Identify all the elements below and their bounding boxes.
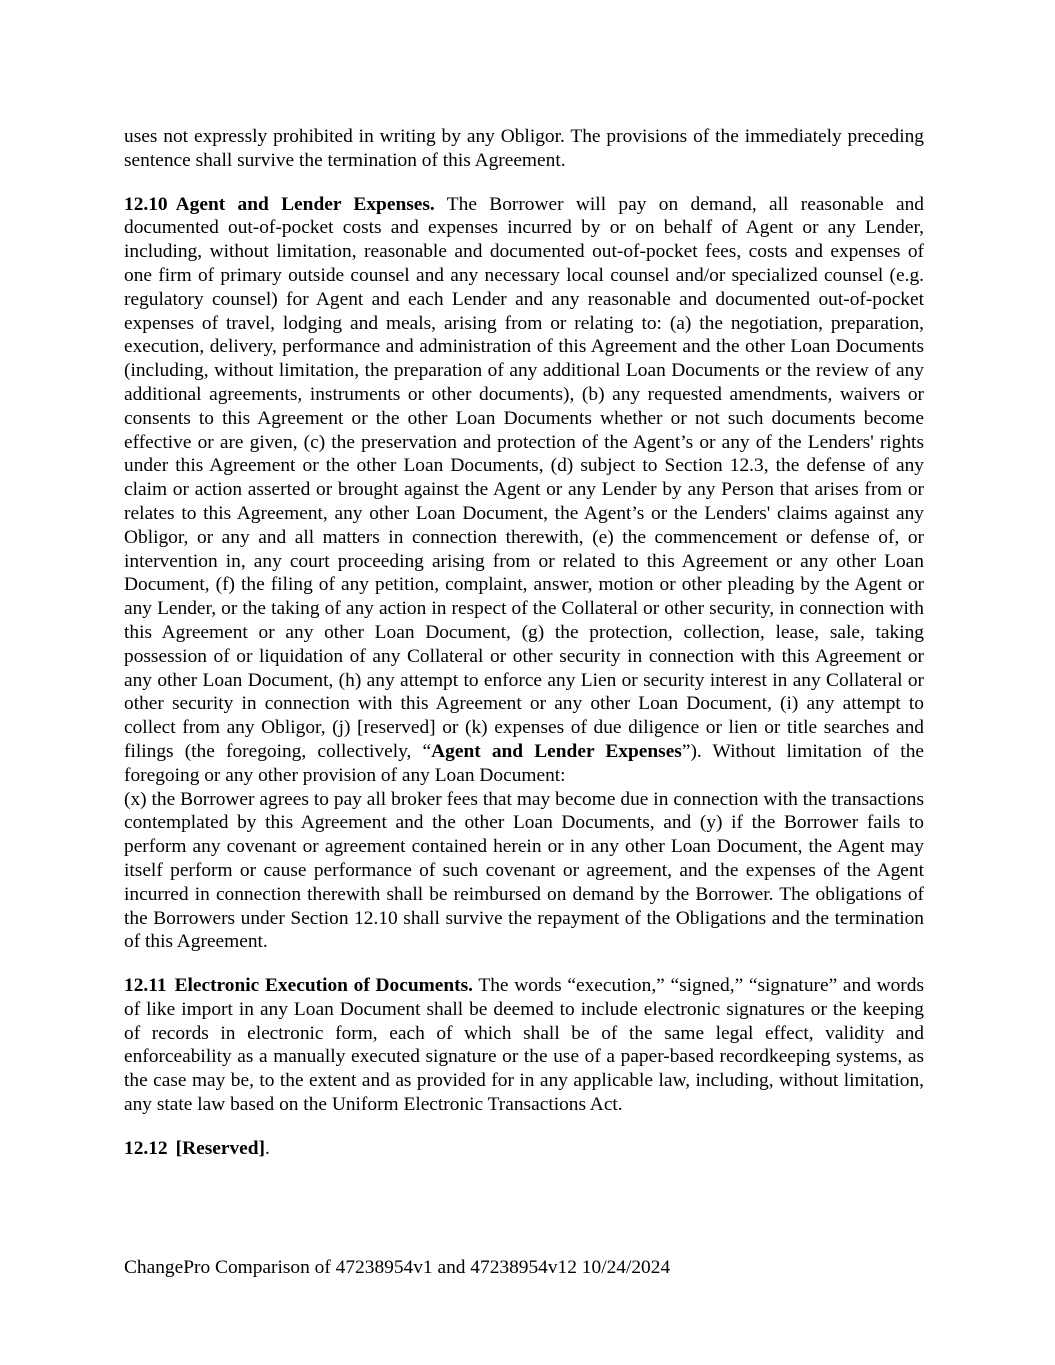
paragraph-gap [124,173,924,193]
section-12-10-continued [124,788,924,955]
footer-text: ChangePro Comparison of 47238954v1 and 47238954v12 10/24/2024 [124,1257,671,1278]
document-page [124,125,924,1161]
section-body: (x) the Borrower agrees to pay all broker fees that may become due in connection with the transactions contemplated by this Agreement and the other Loan Documents, and (y) if the Borrower fails to perform any covenant or agreement contained herein or in any other Loan Document, the Agent may itself perform or cause performance of such covenant or agreement, and the expenses of the Agent incurred in connection therewith shall be reimbursed on demand by the Borrower. The obligations of the Borrowers under Section 12.10 shall survive the repayment of the Obligations and the termination of this Agreement. [124,788,924,953]
section-body: The words “execution,” “signed,” “signature” and words of like import in any Loan Document shall be deemed to include electronic signatures or the keeping of records in electronic form, each of which shall be of the same legal effect, validity and enforceability as a manually executed signature or the use of a paper-based recordkeeping systems, as the case may be, to the extent and as provided for in any applicable law, including, without limitation, any state law based on the Uniform Electronic Transactions Act. [124,975,924,1116]
section-heading: Agent and Lender Expenses. [175,193,435,215]
paragraph-gap [124,1117,924,1137]
section-12-11 [124,974,924,1117]
section-number: 12.11 [124,975,167,997]
continuation-text: uses not expressly prohibited in writing by any Obligor. The provisions of the immediately preceding sentence shall survive the termination of this Agreement. [124,126,924,171]
section-body: The Borrower will pay on demand, all reasonable and documented out-of-pocket costs and expenses incurred by or on behalf of Agent or any Lender, including, without limitation, reasonable and documented out-of-pocket fees, costs and expenses of one firm of primary outside counsel and any necessary local counsel and/or specialized counsel (e.g. regulatory counsel) for Agent and each Lender and any reasonable and documented out-of-pocket expenses of travel, lodging and meals, arising from or relating to: (a) the negotiation, preparation, execution, delivery, performance and administration of this Agreement and the other Loan Documents (including, without limitation, the preparation of any additional Loan Documents or the review of any additional agreements, instruments or other documents), (b) any requested amendments, waivers or consents to this Agreement or the other Loan Documents whether or not such documents become effective or are given, (c) the preservation and protection of the Agent’s or any of the Lenders' rights under this Agreement or the other Loan Documents, (d) subject to Section 12.3, the defense of any claim or action asserted or brought against the Agent or any Lender by any Person that arises from or relates to this Agreement, any other Loan Document, the Agent’s or the Lenders' claims against any Obligor, or any and all matters in connection therewith, (e) the commencement or defense of, or intervention in, any court proceeding arising from or related to this Agreement or any other Loan Document, (f) the filing of any petition, complaint, answer, motion or other pleading by the Agent or any Lender, or the taking of any action in respect of the Collateral or other security, in connection with this Agreement or any other Loan Document, (g) the protection, collection, lease, sale, taking possession of or liquidation of any Collateral or other security in connection with this Agreement or any other Loan Document, (h) any attempt to enforce any Lien or security interest in any Collateral or other security in connection with this Agreement or any other Loan Document, (i) any attempt to collect from any Obligor, (j) [reserved] or (k) expenses of due diligence or lien or title searches and filings (the foregoing, collectively, “ [124,193,924,762]
section-number: 12.10 [124,193,168,215]
section-number: 12.12 [124,1137,168,1159]
page-footer [124,1256,670,1280]
paragraph-gap [124,954,924,974]
defined-term: Agent and Lender Expenses [431,740,682,762]
section-12-12 [124,1137,924,1161]
section-body: ”). Without limitation of the foregoing or any other provision of any Loan Document: [124,740,924,786]
section-heading: Electronic Execution of Documents. [174,975,474,997]
continuation-paragraph [124,125,924,173]
section-heading: [Reserved] [175,1137,266,1159]
section-trailing: . [265,1137,270,1159]
section-12-10 [124,193,924,788]
